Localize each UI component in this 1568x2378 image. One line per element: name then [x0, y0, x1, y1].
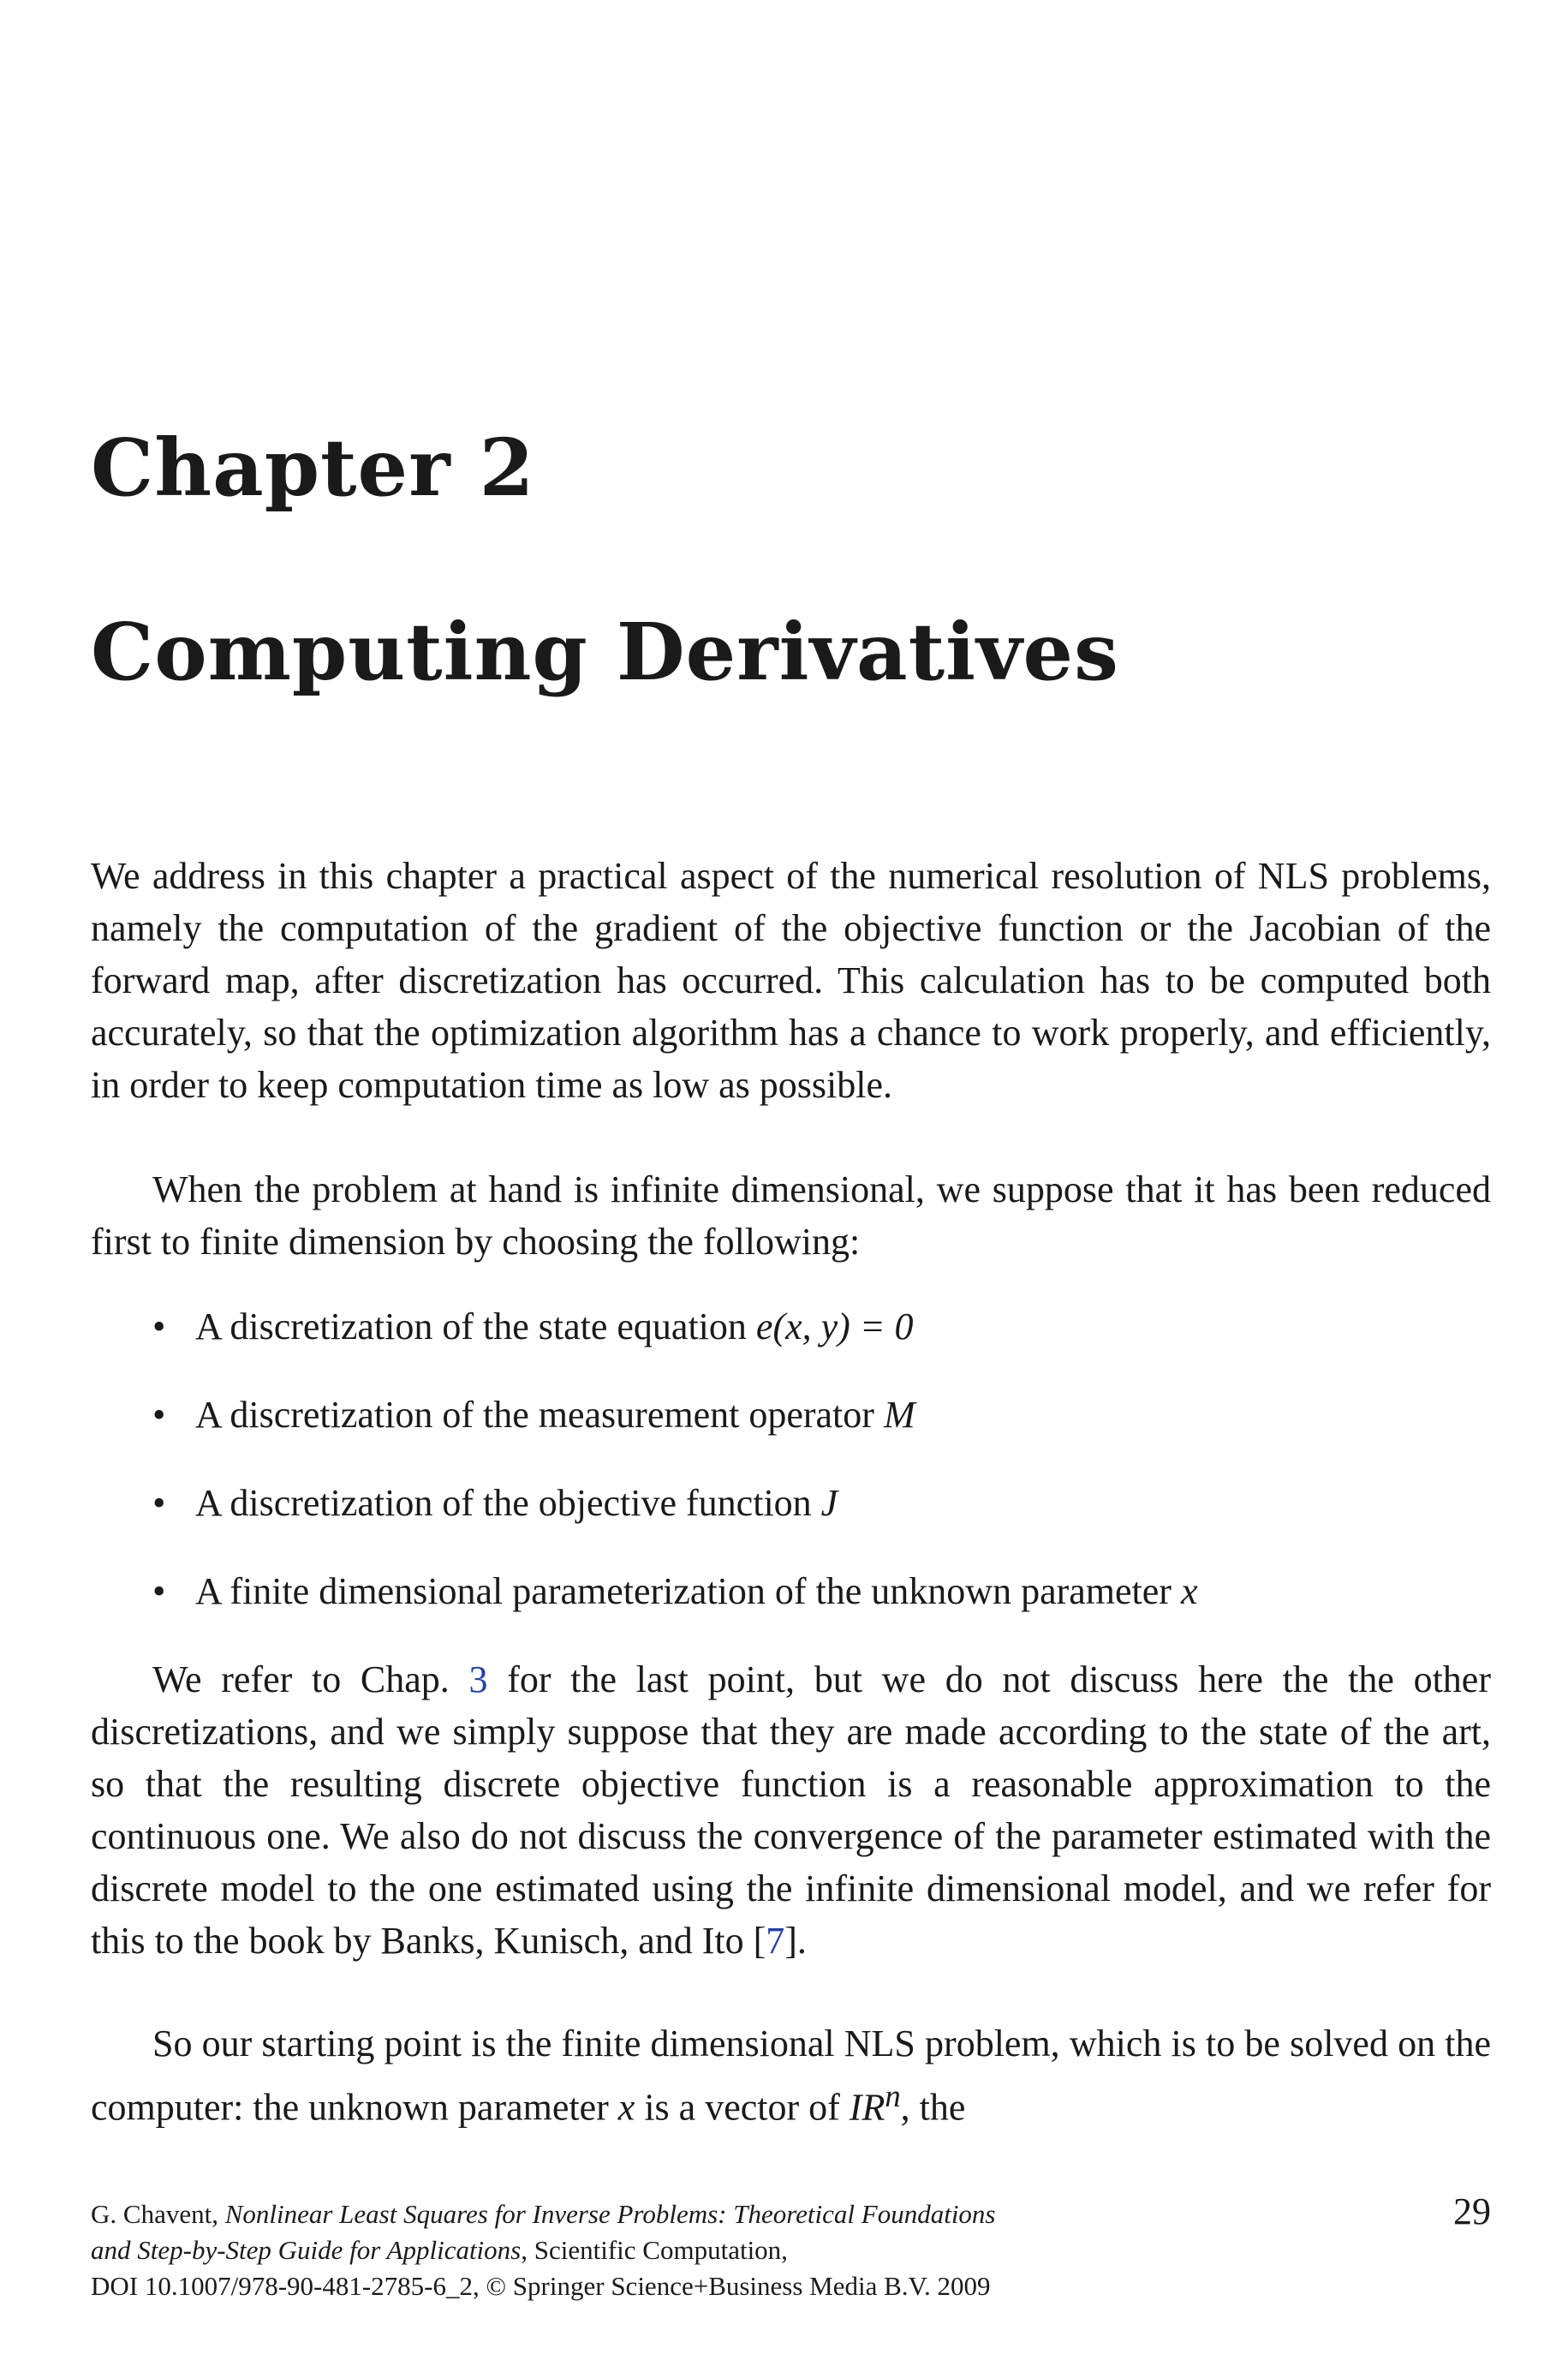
- footer-series: , Scientific Computation,: [521, 2235, 788, 2265]
- chapter-title: Computing Derivatives: [91, 606, 1119, 698]
- list-item-math: x: [1180, 1570, 1198, 1612]
- footer-author: G. Chavent,: [91, 2199, 225, 2229]
- paragraph-text: is a vector of: [635, 2086, 850, 2129]
- second-paragraph: When the problem at hand is infinite dimensional, we suppose that it has been reduced first to finite dimension by choosing the following:: [91, 1168, 1491, 1263]
- math-variable: x: [617, 2086, 635, 2129]
- list-item-text: A discretization of the measurement operator: [195, 1394, 884, 1436]
- list-item-math: J: [820, 1482, 838, 1524]
- list-item: [91, 1477, 1491, 1565]
- list-item-text: A discretization of the state equation: [195, 1306, 756, 1347]
- paragraph-text: So our starting point is the finite dimensional NLS problem, which is to be solved on the computer: the unknown parameter: [91, 2022, 1491, 2129]
- math-set-symbol: IR: [849, 2086, 885, 2129]
- footer-doi: DOI 10.1007/978-90-481-2785-6_2, © Springer Science+Business Media B.V. 2009: [91, 2271, 991, 2301]
- paragraph-text: , the: [900, 2086, 966, 2129]
- math-exponent: n: [885, 2078, 901, 2113]
- paragraph-text: We refer to Chap.: [152, 1658, 469, 1700]
- chapter-link[interactable]: 3: [468, 1658, 488, 1700]
- paragraph-text: ].: [784, 1920, 807, 1962]
- footer-book-title: and Step-by-Step Guide for Applications: [91, 2235, 522, 2265]
- list-item: [91, 1389, 1491, 1477]
- list-item-math: M: [883, 1394, 915, 1436]
- list-item-text: A finite dimensional parameterization of the unknown parameter: [195, 1570, 1181, 1612]
- chapter-number: Chapter 2: [91, 421, 535, 514]
- fourth-paragraph: [91, 2017, 1491, 2134]
- footer-citation: [91, 2196, 1273, 2304]
- intro-paragraph: We address in this chapter a practical aspect of the numerical resolution of NLS problems, namely the computation of the gradient of the objective function or the Jacobian of the forward map, after discretization has occurred. This calculation has to be computed both accurately, so that the optimization algorithm has a chance to work properly, and efficiently, in order to keep computation time as low as possible.: [91, 855, 1491, 1106]
- list-item: [91, 1300, 1491, 1389]
- list-item-math: e(x, y) = 0: [755, 1306, 914, 1347]
- paragraph-text: for the last point, but we do not discuss here the the other discretizations, and we simply suppose that they are made according to the state of the art, so that the resulting discrete objective function is a reasonable approximation to the continuous one. We also do not discuss the convergence of the parameter estimated with the discrete model to the one estimated using the infinite dimensional model, and we refer for this to the book by Banks, Kunisch, and Ito [: [91, 1658, 1491, 1962]
- page-number: 29: [1453, 2190, 1491, 2232]
- citation-link[interactable]: 7: [766, 1920, 785, 1962]
- list-item: [91, 1565, 1491, 1653]
- discretization-list: [91, 1300, 1491, 1653]
- list-item-text: A discretization of the objective function: [195, 1482, 821, 1524]
- footer-book-title: Nonlinear Least Squares for Inverse Problems: Theoretical Foundations: [224, 2199, 996, 2229]
- third-paragraph: [91, 1653, 1491, 1967]
